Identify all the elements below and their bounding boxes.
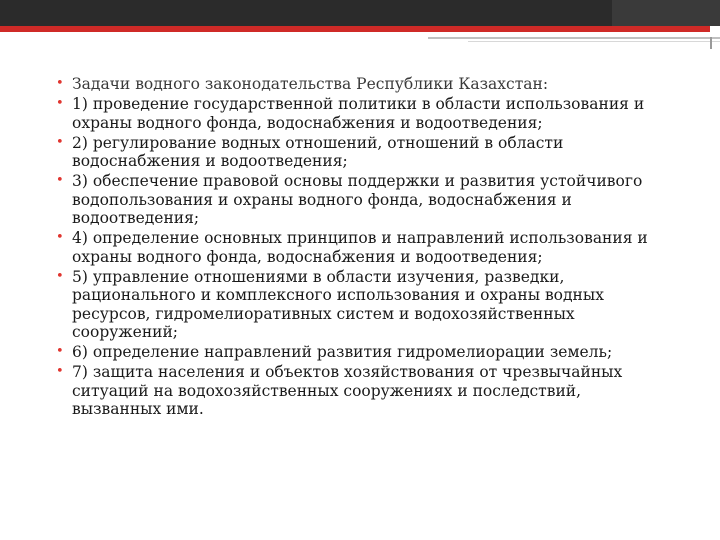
bullet-text: 5) управление отношениями в области изучения, разведки, рационального и комплексного использования и охраны водных ресурсов, гидромелиоративных систем и водохозяйственных сооружений; [72, 267, 604, 341]
bullet-item-heading [52, 75, 672, 94]
bullet-text: 7) защита населения и объектов хозяйствования от чрезвычайных ситуаций на водохозяйственных сооружениях и последствий, вызванных ими. [72, 363, 623, 418]
top-band [0, 0, 720, 26]
bullet-item [52, 134, 672, 171]
bullet-item [52, 363, 672, 419]
bullet-icon: • [56, 76, 64, 91]
header-divider-secondary [468, 41, 720, 42]
bullet-text: 4) определение основных принципов и направлений использования и охраны водного фонда, водоснабжения и водоотведения; [72, 229, 648, 266]
bullet-text: 6) определение направлений развития гидромелиорации земель; [72, 343, 613, 361]
bullet-item [52, 229, 672, 266]
bullet-icon: • [56, 173, 64, 188]
bullet-icon: • [56, 364, 64, 379]
bullet-icon: • [56, 230, 64, 245]
bullet-item [52, 95, 672, 132]
bullet-icon: • [56, 134, 64, 150]
bullet-item [52, 268, 672, 342]
bullet-text: 1) проведение государственной политики в области использования и охраны водного фонда, водоснабжения и водоотведения; [72, 95, 645, 132]
corner-mark [710, 37, 712, 49]
bullet-item [52, 172, 672, 228]
accent-stripe [0, 26, 710, 32]
header-divider [428, 37, 720, 39]
top-band-block [612, 0, 720, 26]
bullet-icon: • [56, 344, 64, 359]
bullet-icon: • [56, 268, 64, 284]
bullet-text: Задачи водного законодательства Республики Казахстан: [72, 75, 549, 93]
bullet-list [52, 75, 672, 419]
bullet-text: 3) обеспечение правовой основы поддержки и развития устойчивого водопользования и охраны водного фонда, водоснабжения и водоотведения; [72, 172, 643, 227]
slide-body [52, 75, 672, 420]
bullet-text: 2) регулирование водных отношений, отношений в области водоснабжения и водоотведения; [72, 133, 564, 170]
bullet-item [52, 343, 672, 362]
bullet-icon: • [56, 96, 64, 111]
